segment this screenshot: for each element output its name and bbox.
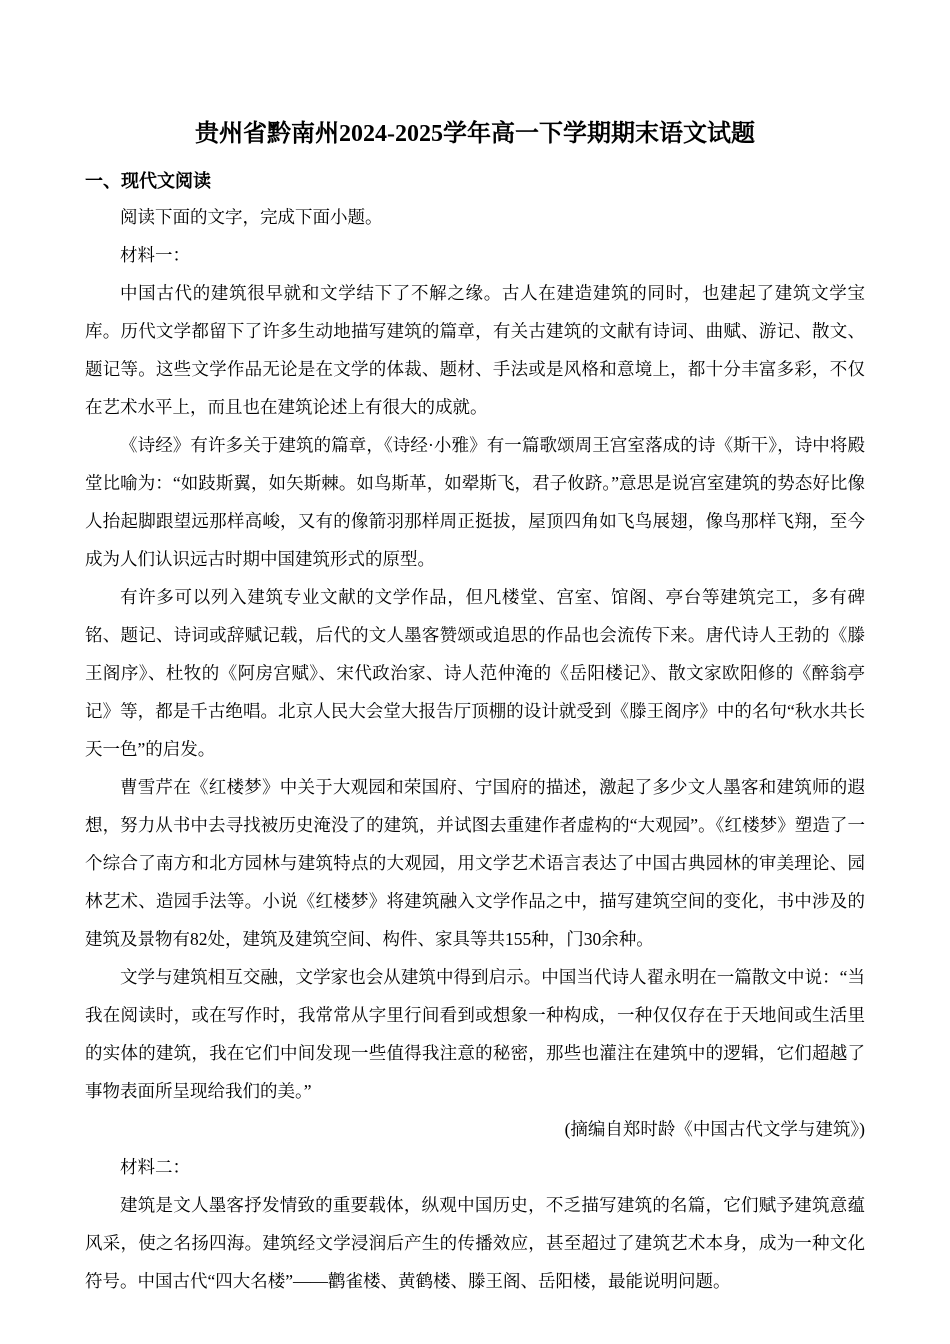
material-one-paragraph-4: 曹雪芹在《红楼梦》中关于大观园和荣国府、宁国府的描述，激起了多少文人墨客和建筑师的遐想，努力从书中去寻找被历史淹没了的建筑，并试图去重建作者虚构的“大观园”。《红楼梦》塑造了一个综合了南方和北方园林与建筑特点的大观园，用文学艺术语言表达了中国古典园林的审美理论、园林艺术、造园手法等。小说《红楼梦》将建筑融入文学作品之中，描写建筑空间的变化，书中涉及的建筑及景物有82处，建筑及建筑空间、构件、家具等共155种，门30余种。: [85, 777, 866, 949]
material-one-paragraph-1: 中国古代的建筑很早就和文学结下了不解之缘。古人在建造建筑的同时，也建起了建筑文学宝库。历代文学都留下了许多生动地描写建筑的篇章，有关古建筑的文献有诗词、曲赋、游记、散文、题记等。这些文学作品无论是在文学的体裁、题材、手法或是风格和意境上，都十分丰富多彩，不仅在艺术水平上，而且也在建筑论述上有很大的成就。: [85, 283, 865, 417]
material-one-paragraph-5: 文学与建筑相互交融，文学家也会从建筑中得到启示。中国当代诗人翟永明在一篇散文中说：“当我在阅读时，或在写作时，我常常从字里行间看到或想象一种构成，一种仅仅存在于天地间或生活里的实体的建筑，我在它们中间发现一些值得我注意的秘密，那些也灌注在建筑中的逻辑，它们超越了事物表面所呈现给我们的美。”: [85, 967, 865, 1101]
material-two-paragraph-1: 建筑是文人墨客抒发情致的重要载体，纵观中国历史，不乏描写建筑的名篇，它们赋予建筑意蕴风采，使之名扬四海。建筑经文学浸润后产生的传播效应，甚至超过了建筑艺术本身，成为一种文化符号。中国古代“四大名楼”——鹳雀楼、黄鹤楼、滕王阁、岳阳楼，最能说明问题。: [85, 1195, 865, 1291]
material-one-paragraph-2: 《诗经》有许多关于建筑的篇章，《诗经·小雅》有一篇歌颂周王宫室落成的诗《斯干》，诗中将殿堂比喻为：“如跂斯翼，如矢斯棘。如鸟斯革，如翚斯飞，君子攸跻。”意思是说宫室建筑的势态好比像人抬起脚跟望远那样高峻，又有的像箭羽那样周正挺拔，屋顶四角如飞鸟展翅，像鸟那样飞翔，至今成为人们认识远古时期中国建筑形式的原型。: [85, 435, 865, 569]
material-one-paragraph-3: 有许多可以列入建筑专业文献的文学作品，但凡楼堂、宫室、馆阁、亭台等建筑完工，多有碑铭、题记、诗词或辞赋记载，后代的文人墨客赞颂或追思的作品也会流传下来。唐代诗人王勃的《滕王阁序》、杜牧的《阿房宫赋》、宋代政治家、诗人范仲淹的《岳阳楼记》、散文家欧阳修的《醉翁亭记》等，都是千古绝唱。北京人民大会堂大报告厅顶棚的设计就受到《滕王阁序》中的名句“秋水共长天一色”的启发。: [85, 587, 865, 759]
section-heading: 一、现代文阅读: [85, 171, 211, 191]
page-title: 贵州省黔南州2024-2025学年高一下学期期末语文试题: [195, 121, 755, 147]
attribution-text: (摘编自郑时龄《中国古代文学与建筑》): [564, 1119, 865, 1139]
material-one-label: 材料一：: [120, 245, 190, 265]
instruction-text: 阅读下面的文字，完成下面小题。: [120, 207, 383, 227]
material-two-label: 材料二：: [120, 1157, 190, 1177]
